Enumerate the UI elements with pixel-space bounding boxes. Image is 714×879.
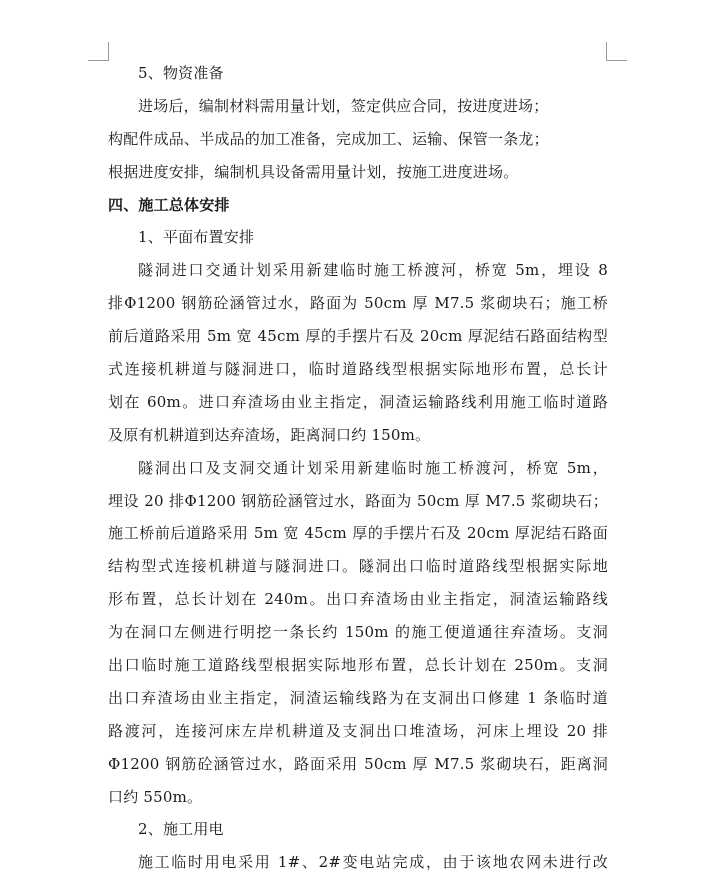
- section-heading: 四、施工总体安排: [108, 195, 230, 214]
- paragraph-line: 为在洞口左侧进行明挖一条长约 150m 的施工便道通往弃渣场。支洞: [108, 623, 608, 642]
- paragraph-line: 口约 550m。: [108, 787, 203, 806]
- paragraph-line: 隧洞出口及支洞交通计划采用新建临时施工桥渡河，桥宽 5m，: [138, 458, 608, 477]
- paragraph-line: 排Φ1200 钢筋砼涵管过水，路面为 50cm 厚 M7.5 浆砌块石；施工桥: [108, 294, 608, 313]
- paragraph-line: 隧洞进口交通计划采用新建临时施工桥渡河，桥宽 5m，埋设 8: [138, 261, 608, 280]
- paragraph-line: 出口弃渣场由业主指定，洞渣运输线路为在支洞出口修建 1 条临时道: [108, 688, 608, 707]
- document-body: [108, 57, 608, 879]
- paragraph-line: 划在 60m。进口弃渣场由业主指定，洞渣运输路线利用施工临时道路: [108, 392, 608, 411]
- paragraph-line: 前后道路采用 5m 宽 45cm 厚的手摆片石及 20cm 厚泥结石路面结构型: [108, 327, 608, 346]
- margin-corner-top-left: [88, 42, 109, 61]
- paragraph-line: 形布置，总长计划在 240m。出口弃渣场由业主指定，洞渣运输路线: [108, 590, 608, 609]
- paragraph-line: 出口临时施工道路线型根据实际地形布置，总长计划在 250m。支洞: [108, 656, 608, 675]
- paragraph-line: 及原有机耕道到达弃渣场，距离洞口约 150m。: [108, 425, 431, 444]
- subheading-power: 2、施工用电: [138, 820, 224, 839]
- paragraph-line: 埋设 20 排Φ1200 钢筋砼涵管过水，路面为 50cm 厚 M7.5 浆砌块石；: [108, 491, 608, 510]
- subheading-layout: 1、平面布置安排: [138, 228, 255, 247]
- paragraph-line: 根据进度安排，编制机具设备需用量计划，按施工进度进场。: [108, 162, 519, 181]
- paragraph-line: 构配件成品、半成品的加工准备，完成加工、运输、保管一条龙；: [108, 129, 549, 148]
- paragraph-line: 式连接机耕道与隧洞进口，临时道路线型根据实际地形布置，总长计: [108, 360, 608, 379]
- paragraph-line: 施工桥前后道路采用 5m 宽 45cm 厚的手摆片石及 20cm 厚泥结石路面: [108, 524, 608, 543]
- paragraph-line: 进场后，编制材料需用量计划，签定供应合同，按进度进场；: [138, 96, 549, 115]
- paragraph-line: 施工临时用电采用 1#、2#变电站完成，由于该地农网未进行改: [138, 853, 608, 872]
- paragraph-line: 结构型式连接机耕道与隧洞进口。隧洞出口临时道路线型根据实际地: [108, 557, 608, 576]
- paragraph-line: Φ1200 钢筋砼涵管过水，路面采用 50cm 厚 M7.5 浆砌块石，距离洞: [108, 754, 608, 773]
- margin-corner-top-right: [606, 42, 627, 61]
- subheading-materials: 5、物资准备: [138, 64, 224, 82]
- paragraph-line: 路渡河，连接河床左岸机耕道及支洞出口堆渣场，河床上埋设 20 排: [108, 721, 608, 740]
